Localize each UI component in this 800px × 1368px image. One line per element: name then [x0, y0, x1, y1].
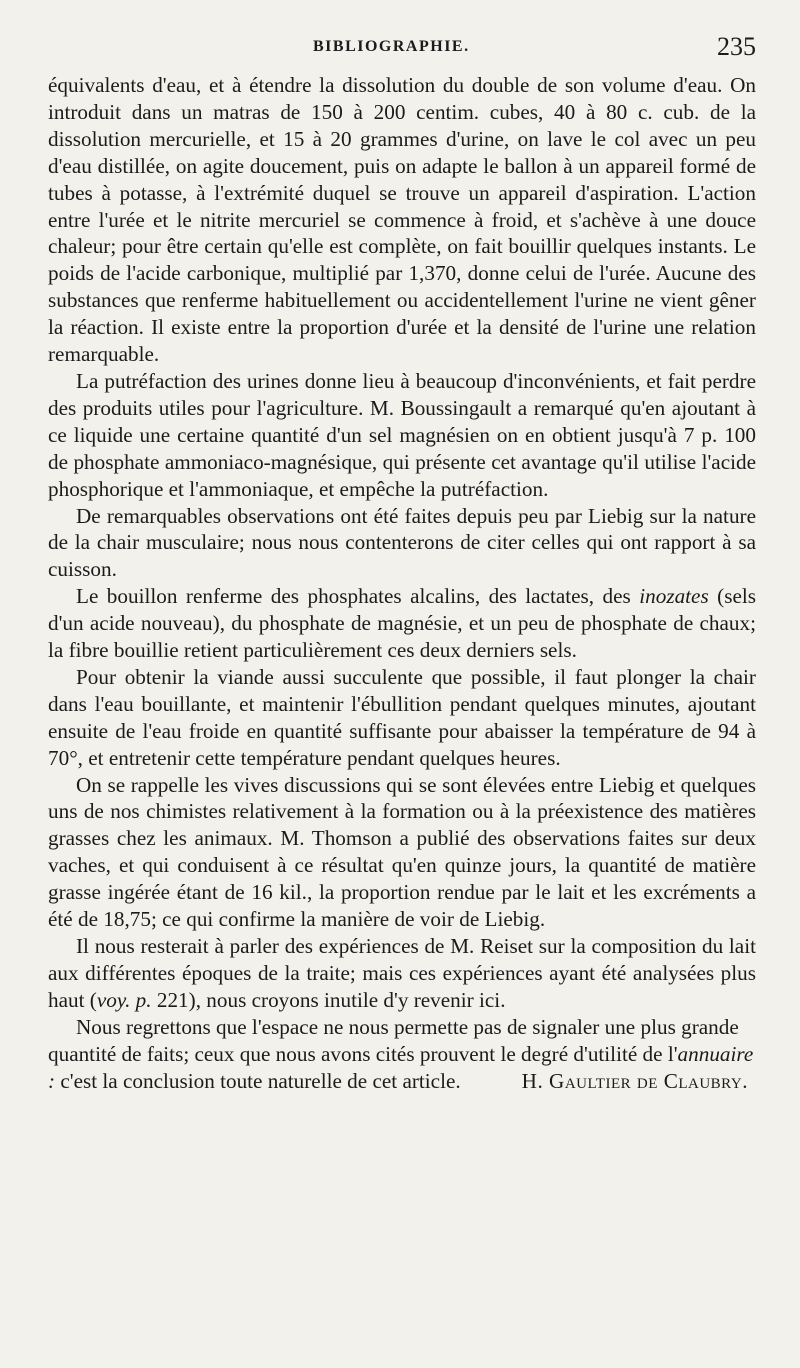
italic-term: annuaire :: [48, 1041, 754, 1093]
text-run: (sels d'un acide nouveau), du phosphate de magnésie, et un peu de phosphate de chaux; la fibre bouillie retient particulièrement ces deux derniers sels.: [48, 584, 756, 663]
text-run: Le bouillon renferme des phosphates alcalins, des lactates, des: [76, 584, 640, 609]
page-body: [48, 72, 756, 1094]
author-signature: H. Gaultier de Claubry.: [521, 1068, 748, 1093]
paragraph-bouillon: [48, 583, 756, 664]
text-run: 221), nous croyons inutile d'y revenir ici.: [151, 987, 506, 1012]
text-run: Nous regrettons que l'espace ne nous permette pas de signaler une plus grande quantité de faits; ceux que nous avons cités prouvent le degré d'utilité de l': [48, 1014, 739, 1066]
paragraph-succulent-meat: Pour obtenir la viande aussi succulente que possible, il faut plonger la chair dans l'eau bouillante, et maintenir l'ébullition pendant quelques minutes, ajoutant ensuite de l'eau froide en quantité suffisante pour abaisser la température de 94 à 70°, et entretenir cette température pendant quelques heures.: [48, 664, 756, 770]
italic-reference: voy. p.: [96, 987, 152, 1012]
paragraph-fat-formation: On se rappelle les vives discussions qui se sont élevées entre Liebig et quelques uns de nos chimistes relativement à la formation ou à la préexistence des matières grasses chez les animaux. M. Thomson a publié des observations faites sur deux vaches, et qui conduisent à ce résultat qu'en quinze jours, la quantité de matière grasse ingérée étant de 16 kil., la proportion rendue par le lait et les excréments a été de 18,75; ce qui confirme la manière de voir de Liebig.: [48, 772, 756, 932]
page-number: 235: [717, 32, 756, 61]
italic-term: inozates: [639, 584, 709, 609]
paragraph-liebig-muscle: De remarquables observations ont été faites depuis peu par Liebig sur la nature de la chair musculaire; nous nous contenterons de citer celles qui ont rapport à sa cuisson.: [48, 503, 756, 582]
paragraph-urea-analysis: équivalents d'eau, et à étendre la dissolution du double de son volume d'eau. On introduit dans un matras de 150 à 200 centim. cubes, 40 à 80 c. cub. de la dissolution mercurielle, et 15 à 20 grammes d'urine, on lave le col avec un peu d'eau distillée, on agite doucement, puis on adapte le ballon à un appareil formé de tubes à potasse, à l'extrémité duquel se trouve un appareil d'aspiration. L'action entre l'urée et le nitrite mercuriel se commence à froid, et s'achève à une douce chaleur; pour être certain qu'elle est complète, on fait bouillir quelques instants. Le poids de l'acide carbonique, multiplié par 1,370, donne celui de l'urée. Aucune des substances que renferme habituellement ou accidentellement l'urine ne vient gêner la réaction. Il existe entre la proportion d'urée et la densité de l'urine une relation remarquable.: [48, 73, 756, 367]
paragraph-urine-putrefaction: La putréfaction des urines donne lieu à beaucoup d'inconvénients, et fait perdre des produits utiles pour l'agriculture. M. Boussingault a remarqué qu'en ajoutant à ce liquide une certaine quantité d'un sel magnésien on en obtient jusqu'à 7 p. 100 de phosphate ammoniaco-magnésique, qui présente cet avantage qu'il utilise l'acide phosphorique et l'ammoniaque, et empêche la putréfaction.: [48, 368, 756, 501]
paragraph-reiset-milk: [48, 933, 756, 1014]
page-header: [48, 34, 756, 72]
text-run: c'est la conclusion toute naturelle de cet article.: [55, 1068, 461, 1093]
running-head: BIBLIOGRAPHIE.: [313, 38, 470, 55]
text-run: Il nous resterait à parler des expériences de M. Reiset sur la composition du lait aux différentes époques de la traite; mais ces expériences ayant été analysées plus haut (: [48, 934, 756, 1012]
